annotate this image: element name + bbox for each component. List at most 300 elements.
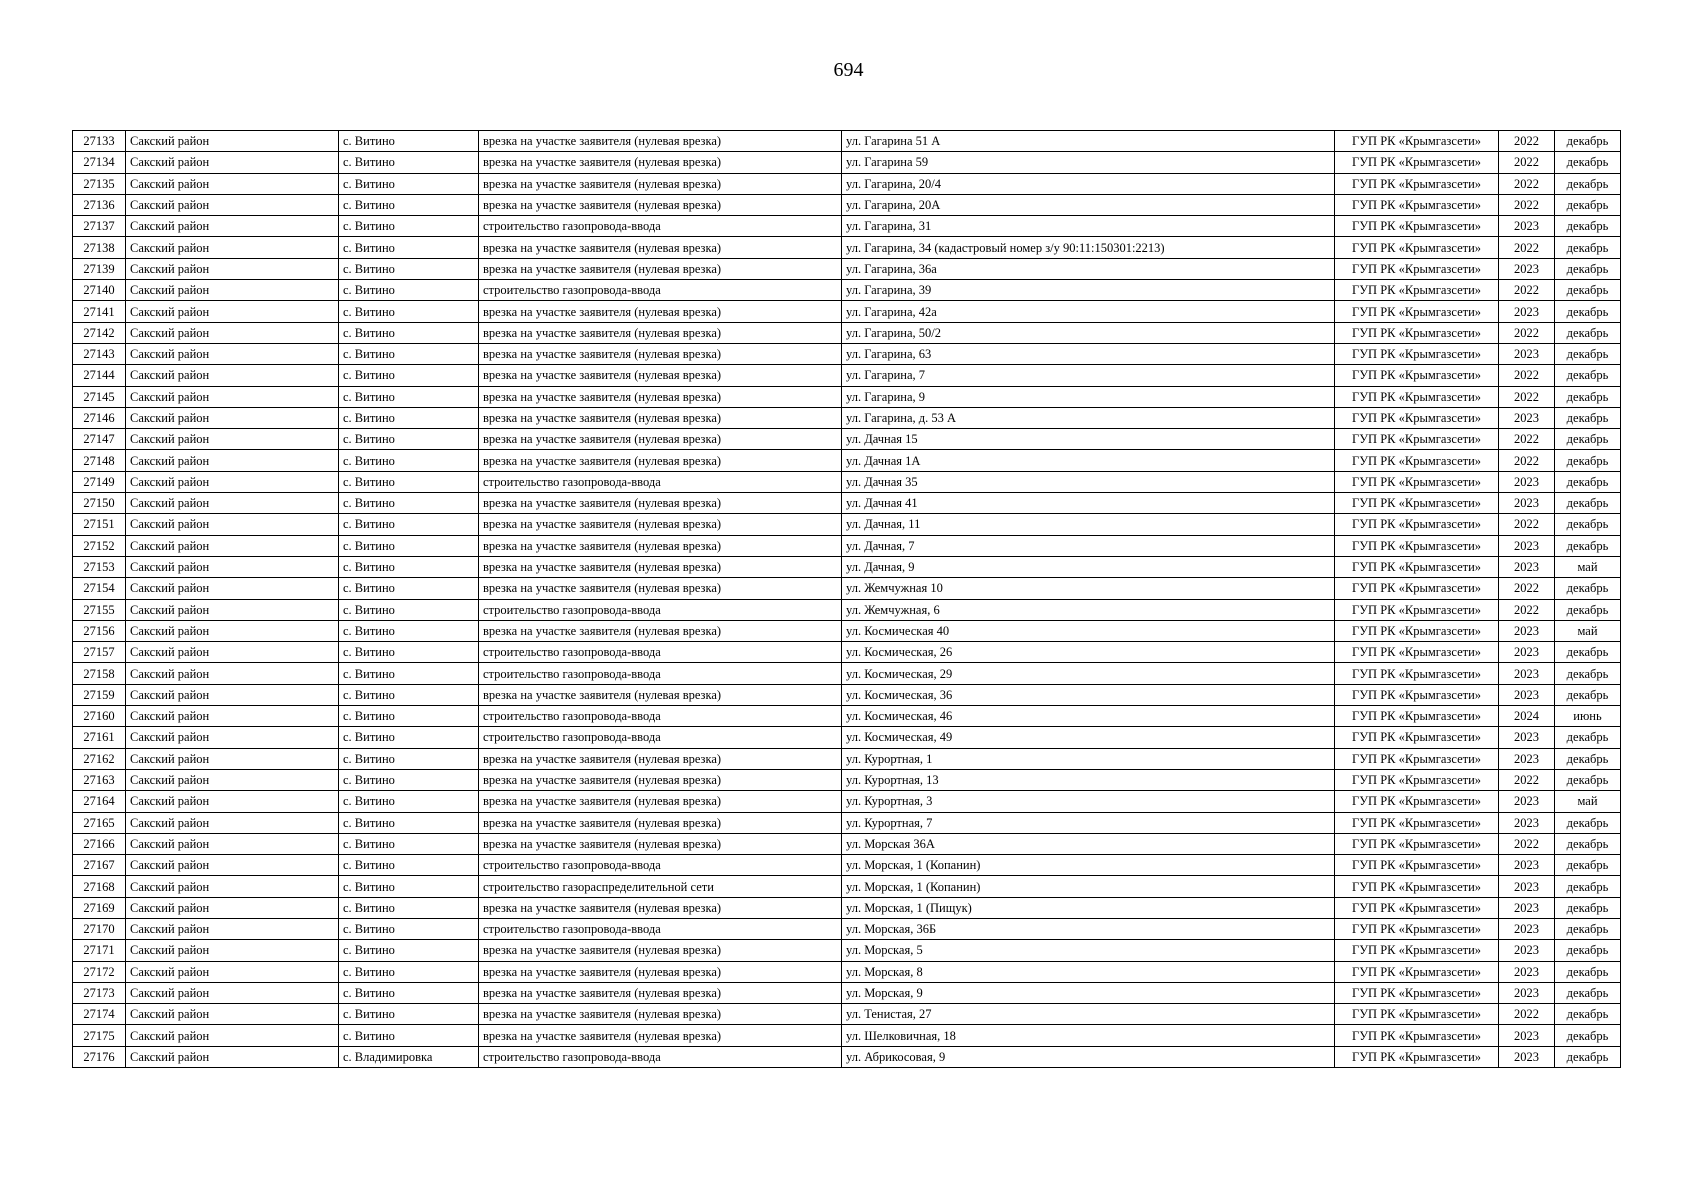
table-row bbox=[73, 642, 1621, 663]
address-cell: ул. Космическая, 49 bbox=[842, 727, 1335, 748]
work-type-cell: строительство газопровода-ввода bbox=[479, 1046, 842, 1067]
work-type-cell: врезка на участке заявителя (нулевая врезка) bbox=[479, 301, 842, 322]
address-cell: ул. Гагарина, 42а bbox=[842, 301, 1335, 322]
organization-cell: ГУП РК «Крымгазсети» bbox=[1335, 876, 1499, 897]
locality-cell: с. Витино bbox=[339, 216, 479, 237]
work-type-cell: строительство газопровода-ввода bbox=[479, 599, 842, 620]
district-cell: Сакский район bbox=[126, 493, 339, 514]
locality-cell: с. Витино bbox=[339, 1004, 479, 1025]
district-cell: Сакский район bbox=[126, 365, 339, 386]
month-cell: декабрь bbox=[1555, 940, 1621, 961]
work-type-cell: строительство газопровода-ввода bbox=[479, 918, 842, 939]
table-row bbox=[73, 791, 1621, 812]
year-cell: 2023 bbox=[1499, 897, 1555, 918]
work-type-cell: врезка на участке заявителя (нулевая врезка) bbox=[479, 535, 842, 556]
organization-cell: ГУП РК «Крымгазсети» bbox=[1335, 706, 1499, 727]
district-cell: Сакский район bbox=[126, 407, 339, 428]
locality-cell: с. Витино bbox=[339, 855, 479, 876]
record-number-cell: 27155 bbox=[73, 599, 126, 620]
table-row bbox=[73, 237, 1621, 258]
organization-cell: ГУП РК «Крымгазсети» bbox=[1335, 450, 1499, 471]
locality-cell: с. Витино bbox=[339, 237, 479, 258]
locality-cell: с. Витино bbox=[339, 876, 479, 897]
record-number-cell: 27176 bbox=[73, 1046, 126, 1067]
month-cell: декабрь bbox=[1555, 599, 1621, 620]
district-cell: Сакский район bbox=[126, 450, 339, 471]
table-row bbox=[73, 833, 1621, 854]
locality-cell: с. Витино bbox=[339, 258, 479, 279]
work-type-cell: врезка на участке заявителя (нулевая врезка) bbox=[479, 769, 842, 790]
year-cell: 2022 bbox=[1499, 1004, 1555, 1025]
table-row bbox=[73, 1004, 1621, 1025]
district-cell: Сакский район bbox=[126, 152, 339, 173]
organization-cell: ГУП РК «Крымгазсети» bbox=[1335, 769, 1499, 790]
address-cell: ул. Гагарина 51 А bbox=[842, 131, 1335, 152]
organization-cell: ГУП РК «Крымгазсети» bbox=[1335, 365, 1499, 386]
district-cell: Сакский район bbox=[126, 833, 339, 854]
record-number-cell: 27152 bbox=[73, 535, 126, 556]
work-type-cell: врезка на участке заявителя (нулевая врезка) bbox=[479, 748, 842, 769]
table-row bbox=[73, 407, 1621, 428]
record-number-cell: 27175 bbox=[73, 1025, 126, 1046]
organization-cell: ГУП РК «Крымгазсети» bbox=[1335, 407, 1499, 428]
month-cell: декабрь bbox=[1555, 173, 1621, 194]
table-row bbox=[73, 855, 1621, 876]
district-cell: Сакский район bbox=[126, 961, 339, 982]
locality-cell: с. Витино bbox=[339, 727, 479, 748]
address-cell: ул. Дачная, 11 bbox=[842, 514, 1335, 535]
record-number-cell: 27136 bbox=[73, 194, 126, 215]
locality-cell: с. Витино bbox=[339, 450, 479, 471]
year-cell: 2023 bbox=[1499, 663, 1555, 684]
district-cell: Сакский район bbox=[126, 280, 339, 301]
record-number-cell: 27167 bbox=[73, 855, 126, 876]
record-number-cell: 27173 bbox=[73, 982, 126, 1003]
address-cell: ул. Гагарина, 7 bbox=[842, 365, 1335, 386]
work-type-cell: строительство газопровода-ввода bbox=[479, 280, 842, 301]
table-row bbox=[73, 386, 1621, 407]
work-type-cell: врезка на участке заявителя (нулевая врезка) bbox=[479, 407, 842, 428]
year-cell: 2023 bbox=[1499, 343, 1555, 364]
table-row bbox=[73, 982, 1621, 1003]
work-type-cell: врезка на участке заявителя (нулевая врезка) bbox=[479, 365, 842, 386]
organization-cell: ГУП РК «Крымгазсети» bbox=[1335, 1046, 1499, 1067]
year-cell: 2022 bbox=[1499, 322, 1555, 343]
address-cell: ул. Гагарина, 39 bbox=[842, 280, 1335, 301]
month-cell: декабрь bbox=[1555, 855, 1621, 876]
record-number-cell: 27148 bbox=[73, 450, 126, 471]
table-row bbox=[73, 216, 1621, 237]
organization-cell: ГУП РК «Крымгазсети» bbox=[1335, 642, 1499, 663]
address-cell: ул. Шелковичная, 18 bbox=[842, 1025, 1335, 1046]
work-type-cell: врезка на участке заявителя (нулевая врезка) bbox=[479, 578, 842, 599]
organization-cell: ГУП РК «Крымгазсети» bbox=[1335, 812, 1499, 833]
table-row bbox=[73, 471, 1621, 492]
district-cell: Сакский район bbox=[126, 918, 339, 939]
organization-cell: ГУП РК «Крымгазсети» bbox=[1335, 237, 1499, 258]
district-cell: Сакский район bbox=[126, 769, 339, 790]
organization-cell: ГУП РК «Крымгазсети» bbox=[1335, 663, 1499, 684]
year-cell: 2022 bbox=[1499, 769, 1555, 790]
address-cell: ул. Дачная 15 bbox=[842, 429, 1335, 450]
locality-cell: с. Витино bbox=[339, 940, 479, 961]
table-row bbox=[73, 535, 1621, 556]
address-cell: ул. Гагарина, 63 bbox=[842, 343, 1335, 364]
district-cell: Сакский район bbox=[126, 429, 339, 450]
locality-cell: с. Витино bbox=[339, 833, 479, 854]
work-type-cell: строительство газораспределительной сети bbox=[479, 876, 842, 897]
table-row bbox=[73, 131, 1621, 152]
work-type-cell: врезка на участке заявителя (нулевая врезка) bbox=[479, 833, 842, 854]
year-cell: 2023 bbox=[1499, 301, 1555, 322]
record-number-cell: 27140 bbox=[73, 280, 126, 301]
district-cell: Сакский район bbox=[126, 812, 339, 833]
work-type-cell: врезка на участке заявителя (нулевая врезка) bbox=[479, 514, 842, 535]
month-cell: декабрь bbox=[1555, 471, 1621, 492]
year-cell: 2023 bbox=[1499, 216, 1555, 237]
organization-cell: ГУП РК «Крымгазсети» bbox=[1335, 982, 1499, 1003]
work-type-cell: строительство газопровода-ввода bbox=[479, 855, 842, 876]
work-type-cell: врезка на участке заявителя (нулевая врезка) bbox=[479, 237, 842, 258]
district-cell: Сакский район bbox=[126, 1004, 339, 1025]
table-row bbox=[73, 322, 1621, 343]
month-cell: декабрь bbox=[1555, 131, 1621, 152]
month-cell: декабрь bbox=[1555, 216, 1621, 237]
month-cell: май bbox=[1555, 620, 1621, 641]
address-cell: ул. Морская, 36Б bbox=[842, 918, 1335, 939]
year-cell: 2023 bbox=[1499, 940, 1555, 961]
organization-cell: ГУП РК «Крымгазсети» bbox=[1335, 280, 1499, 301]
table-row bbox=[73, 663, 1621, 684]
work-type-cell: врезка на участке заявителя (нулевая врезка) bbox=[479, 556, 842, 577]
district-cell: Сакский район bbox=[126, 642, 339, 663]
organization-cell: ГУП РК «Крымгазсети» bbox=[1335, 386, 1499, 407]
work-type-cell: врезка на участке заявителя (нулевая врезка) bbox=[479, 152, 842, 173]
year-cell: 2023 bbox=[1499, 535, 1555, 556]
month-cell: декабрь bbox=[1555, 194, 1621, 215]
work-type-cell: строительство газопровода-ввода bbox=[479, 663, 842, 684]
address-cell: ул. Морская, 9 bbox=[842, 982, 1335, 1003]
district-cell: Сакский район bbox=[126, 556, 339, 577]
district-cell: Сакский район bbox=[126, 855, 339, 876]
year-cell: 2022 bbox=[1499, 599, 1555, 620]
locality-cell: с. Витино bbox=[339, 578, 479, 599]
organization-cell: ГУП РК «Крымгазсети» bbox=[1335, 535, 1499, 556]
organization-cell: ГУП РК «Крымгазсети» bbox=[1335, 1025, 1499, 1046]
locality-cell: с. Витино bbox=[339, 429, 479, 450]
work-type-cell: врезка на участке заявителя (нулевая врезка) bbox=[479, 194, 842, 215]
month-cell: май bbox=[1555, 556, 1621, 577]
district-cell: Сакский район bbox=[126, 897, 339, 918]
year-cell: 2023 bbox=[1499, 684, 1555, 705]
locality-cell: с. Витино bbox=[339, 301, 479, 322]
locality-cell: с. Витино bbox=[339, 642, 479, 663]
work-type-cell: врезка на участке заявителя (нулевая врезка) bbox=[479, 386, 842, 407]
district-cell: Сакский район bbox=[126, 748, 339, 769]
table-row bbox=[73, 493, 1621, 514]
table-row bbox=[73, 343, 1621, 364]
locality-cell: с. Витино bbox=[339, 194, 479, 215]
work-type-cell: врезка на участке заявителя (нулевая врезка) bbox=[479, 684, 842, 705]
table-row bbox=[73, 514, 1621, 535]
record-number-cell: 27149 bbox=[73, 471, 126, 492]
locality-cell: с. Витино bbox=[339, 599, 479, 620]
table-row bbox=[73, 173, 1621, 194]
record-number-cell: 27134 bbox=[73, 152, 126, 173]
record-number-cell: 27156 bbox=[73, 620, 126, 641]
address-cell: ул. Гагарина, 34 (кадастровый номер з/у 90:11:150301:2213) bbox=[842, 237, 1335, 258]
year-cell: 2023 bbox=[1499, 855, 1555, 876]
work-type-cell: врезка на участке заявителя (нулевая врезка) bbox=[479, 258, 842, 279]
table-row bbox=[73, 578, 1621, 599]
record-number-cell: 27142 bbox=[73, 322, 126, 343]
record-number-cell: 27153 bbox=[73, 556, 126, 577]
month-cell: декабрь bbox=[1555, 663, 1621, 684]
table-row bbox=[73, 769, 1621, 790]
work-type-cell: врезка на участке заявителя (нулевая врезка) bbox=[479, 173, 842, 194]
locality-cell: с. Владимировка bbox=[339, 1046, 479, 1067]
gasification-register-table bbox=[72, 130, 1621, 1068]
work-type-cell: врезка на участке заявителя (нулевая врезка) bbox=[479, 812, 842, 833]
year-cell: 2022 bbox=[1499, 194, 1555, 215]
table-row bbox=[73, 1046, 1621, 1067]
district-cell: Сакский район bbox=[126, 1046, 339, 1067]
organization-cell: ГУП РК «Крымгазсети» bbox=[1335, 748, 1499, 769]
record-number-cell: 27143 bbox=[73, 343, 126, 364]
record-number-cell: 27139 bbox=[73, 258, 126, 279]
work-type-cell: врезка на участке заявителя (нулевая врезка) bbox=[479, 429, 842, 450]
district-cell: Сакский район bbox=[126, 535, 339, 556]
month-cell: декабрь bbox=[1555, 152, 1621, 173]
district-cell: Сакский район bbox=[126, 876, 339, 897]
organization-cell: ГУП РК «Крымгазсети» bbox=[1335, 620, 1499, 641]
address-cell: ул. Морская, 5 bbox=[842, 940, 1335, 961]
district-cell: Сакский район bbox=[126, 471, 339, 492]
district-cell: Сакский район bbox=[126, 940, 339, 961]
year-cell: 2023 bbox=[1499, 876, 1555, 897]
address-cell: ул. Курортная, 1 bbox=[842, 748, 1335, 769]
address-cell: ул. Гагарина, 36а bbox=[842, 258, 1335, 279]
address-cell: ул. Жемчужная, 6 bbox=[842, 599, 1335, 620]
work-type-cell: врезка на участке заявителя (нулевая врезка) bbox=[479, 620, 842, 641]
register-body bbox=[73, 131, 1621, 1068]
table-row bbox=[73, 812, 1621, 833]
district-cell: Сакский район bbox=[126, 514, 339, 535]
year-cell: 2023 bbox=[1499, 493, 1555, 514]
work-type-cell: строительство газопровода-ввода bbox=[479, 706, 842, 727]
locality-cell: с. Витино bbox=[339, 386, 479, 407]
organization-cell: ГУП РК «Крымгазсети» bbox=[1335, 918, 1499, 939]
table-row bbox=[73, 450, 1621, 471]
year-cell: 2023 bbox=[1499, 258, 1555, 279]
address-cell: ул. Гагарина, 9 bbox=[842, 386, 1335, 407]
district-cell: Сакский район bbox=[126, 684, 339, 705]
month-cell: декабрь bbox=[1555, 514, 1621, 535]
organization-cell: ГУП РК «Крымгазсети» bbox=[1335, 897, 1499, 918]
district-cell: Сакский район bbox=[126, 322, 339, 343]
record-number-cell: 27158 bbox=[73, 663, 126, 684]
month-cell: декабрь bbox=[1555, 493, 1621, 514]
year-cell: 2023 bbox=[1499, 620, 1555, 641]
work-type-cell: строительство газопровода-ввода bbox=[479, 471, 842, 492]
district-cell: Сакский район bbox=[126, 343, 339, 364]
year-cell: 2023 bbox=[1499, 471, 1555, 492]
address-cell: ул. Морская, 1 (Копанин) bbox=[842, 876, 1335, 897]
month-cell: декабрь bbox=[1555, 535, 1621, 556]
address-cell: ул. Дачная 1А bbox=[842, 450, 1335, 471]
locality-cell: с. Витино bbox=[339, 918, 479, 939]
locality-cell: с. Витино bbox=[339, 343, 479, 364]
month-cell: декабрь bbox=[1555, 322, 1621, 343]
district-cell: Сакский район bbox=[126, 258, 339, 279]
year-cell: 2022 bbox=[1499, 514, 1555, 535]
address-cell: ул. Гагарина, 20/4 bbox=[842, 173, 1335, 194]
year-cell: 2023 bbox=[1499, 642, 1555, 663]
organization-cell: ГУП РК «Крымгазсети» bbox=[1335, 343, 1499, 364]
month-cell: декабрь bbox=[1555, 769, 1621, 790]
record-number-cell: 27147 bbox=[73, 429, 126, 450]
locality-cell: с. Витино bbox=[339, 663, 479, 684]
address-cell: ул. Дачная 35 bbox=[842, 471, 1335, 492]
year-cell: 2023 bbox=[1499, 1025, 1555, 1046]
table-row bbox=[73, 706, 1621, 727]
locality-cell: с. Витино bbox=[339, 769, 479, 790]
table-row bbox=[73, 429, 1621, 450]
district-cell: Сакский район bbox=[126, 620, 339, 641]
table-row bbox=[73, 1025, 1621, 1046]
organization-cell: ГУП РК «Крымгазсети» bbox=[1335, 173, 1499, 194]
year-cell: 2022 bbox=[1499, 173, 1555, 194]
organization-cell: ГУП РК «Крымгазсети» bbox=[1335, 216, 1499, 237]
table-row bbox=[73, 301, 1621, 322]
year-cell: 2022 bbox=[1499, 450, 1555, 471]
district-cell: Сакский район bbox=[126, 706, 339, 727]
organization-cell: ГУП РК «Крымгазсети» bbox=[1335, 514, 1499, 535]
year-cell: 2022 bbox=[1499, 237, 1555, 258]
record-number-cell: 27138 bbox=[73, 237, 126, 258]
district-cell: Сакский район bbox=[126, 173, 339, 194]
record-number-cell: 27169 bbox=[73, 897, 126, 918]
address-cell: ул. Гагарина, 31 bbox=[842, 216, 1335, 237]
work-type-cell: врезка на участке заявителя (нулевая врезка) bbox=[479, 791, 842, 812]
month-cell: декабрь bbox=[1555, 1004, 1621, 1025]
year-cell: 2022 bbox=[1499, 833, 1555, 854]
organization-cell: ГУП РК «Крымгазсети» bbox=[1335, 599, 1499, 620]
record-number-cell: 27159 bbox=[73, 684, 126, 705]
locality-cell: с. Витино bbox=[339, 812, 479, 833]
organization-cell: ГУП РК «Крымгазсети» bbox=[1335, 556, 1499, 577]
year-cell: 2023 bbox=[1499, 961, 1555, 982]
organization-cell: ГУП РК «Крымгазсети» bbox=[1335, 684, 1499, 705]
organization-cell: ГУП РК «Крымгазсети» bbox=[1335, 301, 1499, 322]
address-cell: ул. Курортная, 3 bbox=[842, 791, 1335, 812]
month-cell: декабрь bbox=[1555, 684, 1621, 705]
district-cell: Сакский район bbox=[126, 982, 339, 1003]
table-row bbox=[73, 556, 1621, 577]
district-cell: Сакский район bbox=[126, 578, 339, 599]
district-cell: Сакский район bbox=[126, 216, 339, 237]
year-cell: 2022 bbox=[1499, 365, 1555, 386]
locality-cell: с. Витино bbox=[339, 535, 479, 556]
locality-cell: с. Витино bbox=[339, 961, 479, 982]
month-cell: май bbox=[1555, 791, 1621, 812]
record-number-cell: 27171 bbox=[73, 940, 126, 961]
locality-cell: с. Витино bbox=[339, 897, 479, 918]
address-cell: ул. Морская, 1 (Пищук) bbox=[842, 897, 1335, 918]
organization-cell: ГУП РК «Крымгазсети» bbox=[1335, 1004, 1499, 1025]
month-cell: декабрь bbox=[1555, 982, 1621, 1003]
district-cell: Сакский район bbox=[126, 1025, 339, 1046]
record-number-cell: 27144 bbox=[73, 365, 126, 386]
work-type-cell: строительство газопровода-ввода bbox=[479, 642, 842, 663]
record-number-cell: 27166 bbox=[73, 833, 126, 854]
organization-cell: ГУП РК «Крымгазсети» bbox=[1335, 940, 1499, 961]
table-row bbox=[73, 748, 1621, 769]
address-cell: ул. Космическая, 36 bbox=[842, 684, 1335, 705]
address-cell: ул. Курортная, 13 bbox=[842, 769, 1335, 790]
work-type-cell: врезка на участке заявителя (нулевая врезка) bbox=[479, 1025, 842, 1046]
record-number-cell: 27157 bbox=[73, 642, 126, 663]
record-number-cell: 27174 bbox=[73, 1004, 126, 1025]
table-row bbox=[73, 727, 1621, 748]
year-cell: 2023 bbox=[1499, 556, 1555, 577]
organization-cell: ГУП РК «Крымгазсети» bbox=[1335, 429, 1499, 450]
locality-cell: с. Витино bbox=[339, 982, 479, 1003]
work-type-cell: врезка на участке заявителя (нулевая врезка) bbox=[479, 982, 842, 1003]
month-cell: декабрь bbox=[1555, 407, 1621, 428]
table-row bbox=[73, 599, 1621, 620]
address-cell: ул. Морская, 1 (Копанин) bbox=[842, 855, 1335, 876]
work-type-cell: врезка на участке заявителя (нулевая врезка) bbox=[479, 940, 842, 961]
month-cell: декабрь bbox=[1555, 642, 1621, 663]
year-cell: 2022 bbox=[1499, 152, 1555, 173]
month-cell: июнь bbox=[1555, 706, 1621, 727]
record-number-cell: 27133 bbox=[73, 131, 126, 152]
locality-cell: с. Витино bbox=[339, 131, 479, 152]
address-cell: ул. Гагарина, 50/2 bbox=[842, 322, 1335, 343]
month-cell: декабрь bbox=[1555, 280, 1621, 301]
year-cell: 2023 bbox=[1499, 812, 1555, 833]
month-cell: декабрь bbox=[1555, 450, 1621, 471]
locality-cell: с. Витино bbox=[339, 791, 479, 812]
address-cell: ул. Абрикосовая, 9 bbox=[842, 1046, 1335, 1067]
locality-cell: с. Витино bbox=[339, 322, 479, 343]
record-number-cell: 27151 bbox=[73, 514, 126, 535]
locality-cell: с. Витино bbox=[339, 620, 479, 641]
organization-cell: ГУП РК «Крымгазсети» bbox=[1335, 833, 1499, 854]
district-cell: Сакский район bbox=[126, 386, 339, 407]
table-row bbox=[73, 876, 1621, 897]
locality-cell: с. Витино bbox=[339, 684, 479, 705]
year-cell: 2022 bbox=[1499, 429, 1555, 450]
table-row bbox=[73, 152, 1621, 173]
month-cell: декабрь bbox=[1555, 365, 1621, 386]
page-number: 694 bbox=[833, 59, 864, 81]
work-type-cell: врезка на участке заявителя (нулевая врезка) bbox=[479, 131, 842, 152]
table-row bbox=[73, 194, 1621, 215]
month-cell: декабрь bbox=[1555, 833, 1621, 854]
record-number-cell: 27145 bbox=[73, 386, 126, 407]
year-cell: 2023 bbox=[1499, 748, 1555, 769]
year-cell: 2023 bbox=[1499, 982, 1555, 1003]
work-type-cell: врезка на участке заявителя (нулевая врезка) bbox=[479, 897, 842, 918]
work-type-cell: врезка на участке заявителя (нулевая врезка) bbox=[479, 343, 842, 364]
locality-cell: с. Витино bbox=[339, 365, 479, 386]
record-number-cell: 27164 bbox=[73, 791, 126, 812]
month-cell: декабрь bbox=[1555, 301, 1621, 322]
address-cell: ул. Морская, 8 bbox=[842, 961, 1335, 982]
address-cell: ул. Дачная, 9 bbox=[842, 556, 1335, 577]
